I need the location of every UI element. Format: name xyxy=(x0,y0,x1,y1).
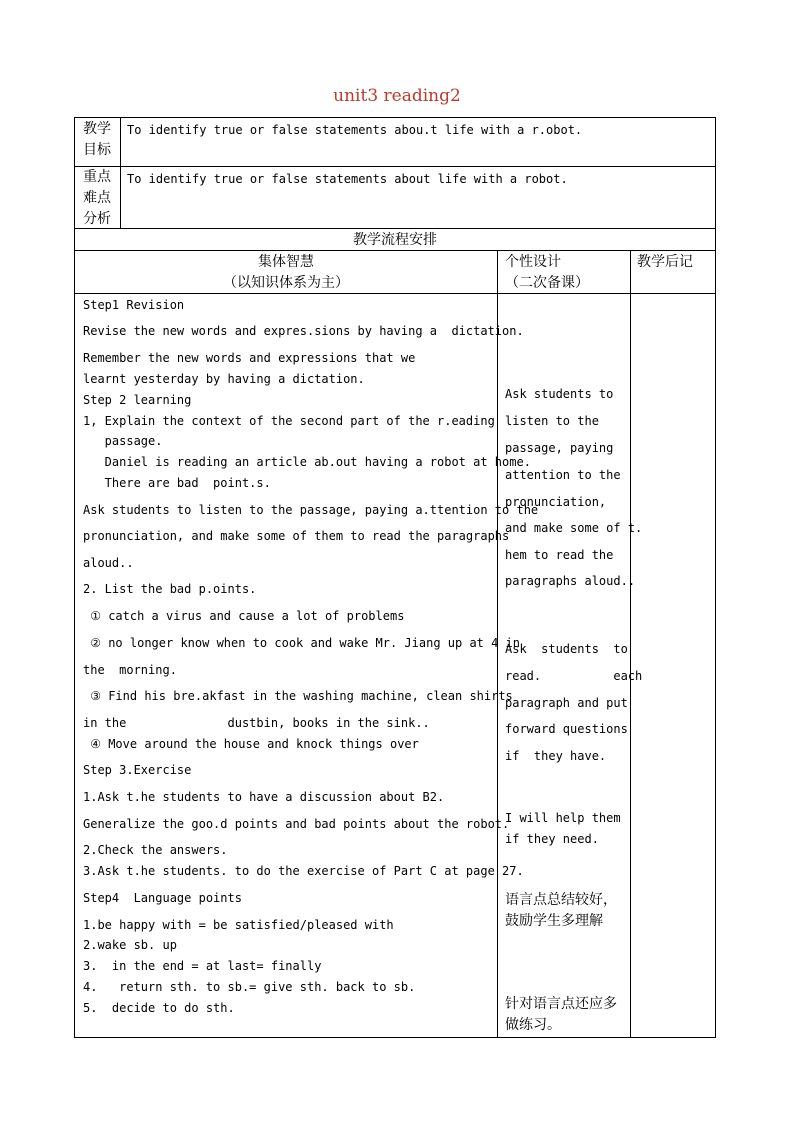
main-line: 1.be happy with = be satisfied/pleased with xyxy=(83,918,394,932)
main-line: 2.Check the answers. xyxy=(83,843,228,857)
main-line: ① catch a virus and cause a lot of problems xyxy=(83,609,405,623)
main-column-title: 集体智慧 xyxy=(258,254,314,270)
main-line: Daniel is reading an article ab.out having a robot at home. xyxy=(83,455,531,469)
main-line: Generalize the goo.d points and bad points about the robot. xyxy=(83,817,510,831)
main-line: 2. List the bad p.oints. xyxy=(83,582,257,596)
main-line: learnt yesterday by having a dictation. xyxy=(83,372,365,386)
reflection-column-header: 教学后记 xyxy=(637,254,693,270)
main-line: 3. in the end = at last= finally xyxy=(83,959,322,973)
design-note-line: 做练习。 xyxy=(505,1017,561,1033)
design-line: forward questions xyxy=(505,722,628,736)
main-line: Remember the new words and expressions that we xyxy=(83,351,416,365)
main-line: pronunciation, and make some of them to read the paragraphs xyxy=(83,529,510,543)
key-points-label-line: 难点 xyxy=(83,190,111,206)
design-line: passage, paying xyxy=(505,441,614,455)
main-column-subtitle: （以知识体系为主） xyxy=(223,275,349,291)
main-line: ③ Find his bre.akfast in the washing machine, clean shirts xyxy=(83,689,513,703)
main-line: 5. decide to do sth. xyxy=(83,1001,235,1015)
key-points-label-line: 重点 xyxy=(83,169,111,185)
objective-label-line: 教学 xyxy=(83,121,111,137)
main-line: passage. xyxy=(83,434,163,448)
design-line: if they need. xyxy=(505,832,599,846)
design-column-subtitle: （二次备课） xyxy=(505,275,589,291)
design-line: and make some of t. xyxy=(505,521,643,535)
main-line: 1.Ask t.he students to have a discussion about B2. xyxy=(83,790,445,804)
main-line: 2.wake sb. up xyxy=(83,938,177,952)
main-line: Revise the new words and expres.sions by having a dictation. xyxy=(83,324,524,338)
design-note-line: 语言点总结较好， xyxy=(505,892,617,908)
main-line: in the dustbin, books in the sink.. xyxy=(83,716,430,730)
column-divider xyxy=(630,250,631,1037)
design-line: if they have. xyxy=(505,749,607,763)
main-line: Step4 Language points xyxy=(83,891,242,905)
main-line: Step1 Revision xyxy=(83,298,185,312)
design-note-practice xyxy=(505,994,617,1036)
design-note-line: 鼓励学生多理解 xyxy=(505,913,603,929)
key-points-text: To identify true or false statements about life with a robot. xyxy=(127,172,568,186)
design-line: Ask students to xyxy=(505,642,628,656)
flow-header: 教学流程安排 xyxy=(353,232,437,248)
main-line: Ask students to listen to the passage, paying a.ttention to the xyxy=(83,503,539,517)
design-line: listen to the xyxy=(505,414,599,428)
design-line: I will help them xyxy=(505,811,621,825)
design-line: Ask students to xyxy=(505,387,614,401)
design-line: pronunciation, xyxy=(505,495,607,509)
design-line: paragraph and put xyxy=(505,696,628,710)
main-line: Step 2 learning xyxy=(83,393,192,407)
design-column-title: 个性设计 xyxy=(505,254,561,270)
key-points-label-line: 分析 xyxy=(83,211,111,227)
main-line: 3.Ask t.he students. to do the exercise of Part C at page 27. xyxy=(83,864,524,878)
design-line: attention to the xyxy=(505,468,621,482)
document-title: unit3 reading2 xyxy=(333,86,461,106)
design-line: read. each xyxy=(505,669,643,683)
main-line: There are bad point.s. xyxy=(83,476,271,490)
main-line: 1, Explain the context of the second part of the r.eading xyxy=(83,414,495,428)
objective-text: To identify true or false statements abou.t life with a r.obot. xyxy=(127,123,583,137)
main-line: ④ Move around the house and knock things over xyxy=(83,737,419,751)
main-line: Step 3.Exercise xyxy=(83,763,192,777)
main-line: aloud.. xyxy=(83,556,134,570)
main-line: ② no longer know when to cook and wake Mr. Jiang up at 4 in xyxy=(83,636,521,650)
objective-label-line: 目标 xyxy=(83,142,111,158)
design-line: paragraphs aloud.. xyxy=(505,574,636,588)
design-note-line: 针对语言点还应多 xyxy=(505,996,617,1012)
lesson-plan-table xyxy=(74,117,716,1038)
main-line: 4. return sth. to sb.= give sth. back to sb. xyxy=(83,980,416,994)
main-line: the morning. xyxy=(83,663,177,677)
design-line: hem to read the xyxy=(505,548,614,562)
design-note-summary xyxy=(505,890,617,932)
